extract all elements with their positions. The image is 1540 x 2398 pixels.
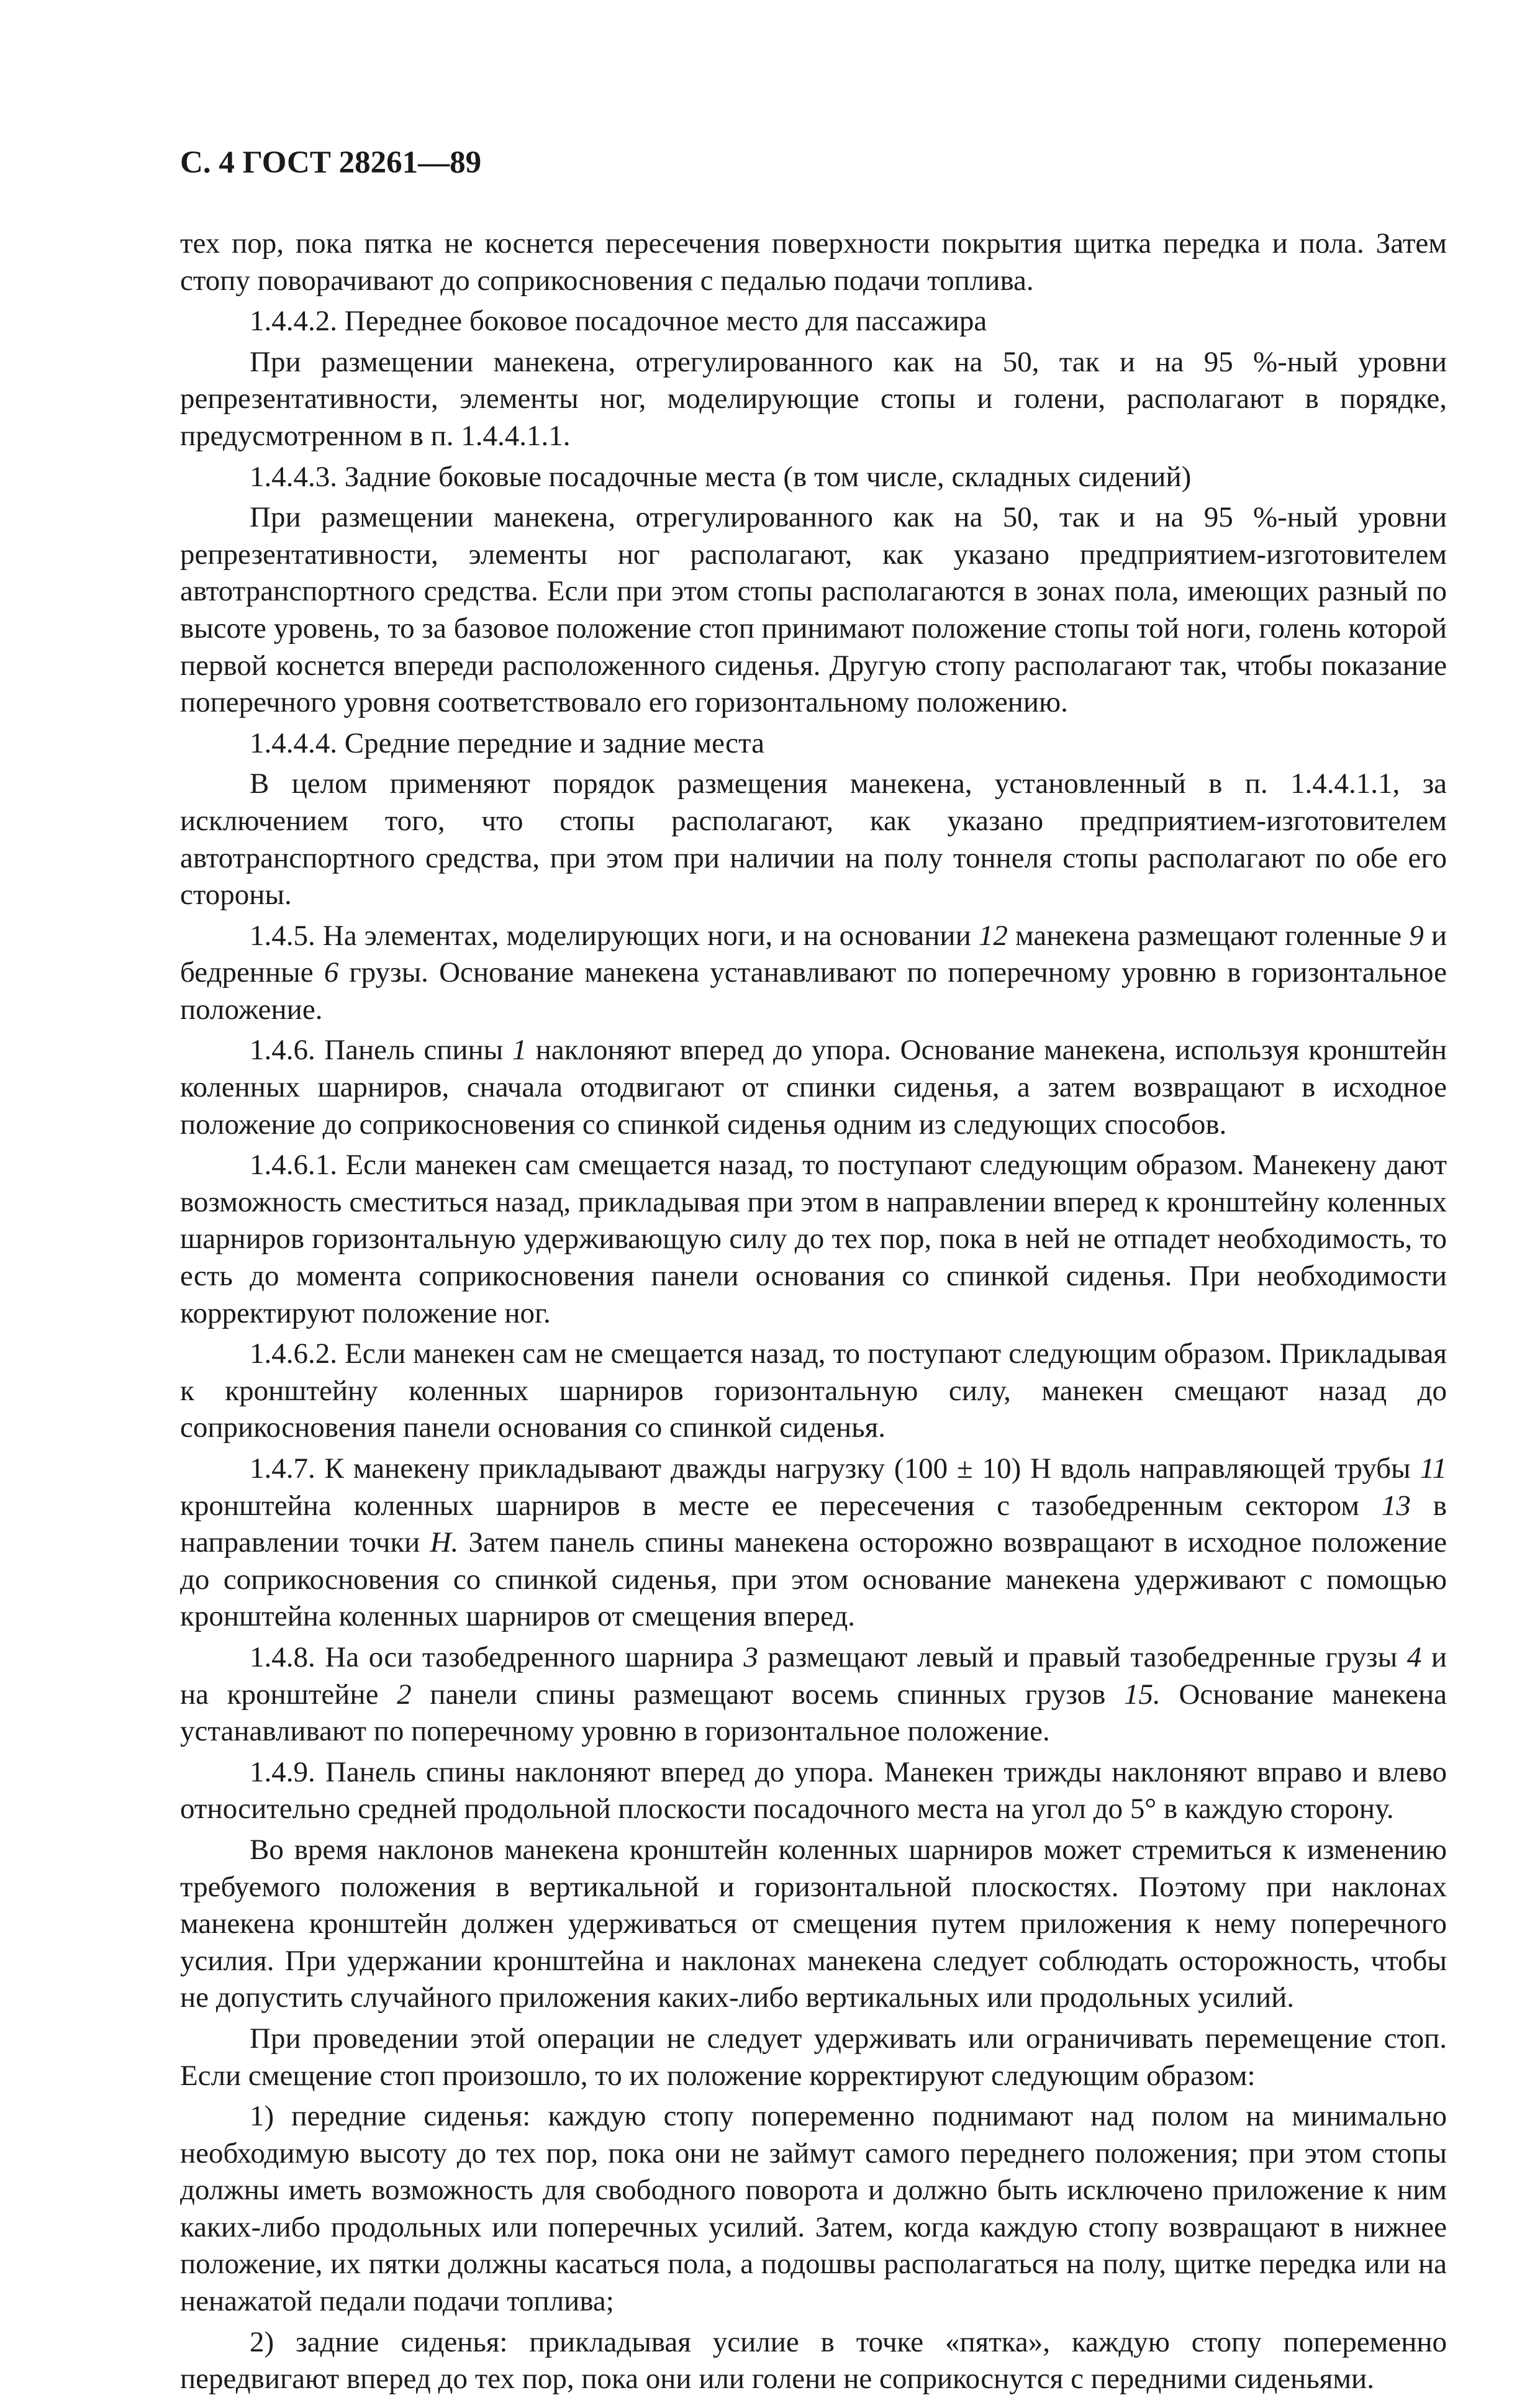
text-segment: 1.4.8. На оси тазобедренного шарнира: [250, 1640, 744, 1673]
document-body: [180, 225, 1447, 2398]
text-segment: в направлении точки: [180, 1489, 1447, 1559]
text-segment: Во время наклонов манекена кронштейн коленных шарниров может стремиться к изменению требуемого положения в вертикальной и горизонтальной плоскостях. Поэтому при наклонах манекена кронштейн должен удерживаться от смещения путем приложения к нему поперечного усилия. При удержании кронштейна и наклонах манекена следует соблюдать осторожность, чтобы не допустить случайного приложения каких-либо вертикальных или продольных усилий.: [180, 1833, 1447, 2014]
text-segment: тех пор, пока пятка не коснется пересечения поверхности покрытия щитка передка и пола. Затем стопу поворачивают до соприкосновения с педалью подачи топлива.: [180, 227, 1447, 297]
paragraph: [180, 1754, 1447, 1828]
italic-reference: 2: [397, 1678, 412, 1711]
text-segment: 2) задние сиденья: прикладывая усилие в точке «пятка», каждую стопу попеременно передвигают вперед до тех пор, пока они или голени не соприкоснутся с передними сиденьями.: [180, 2325, 1447, 2396]
text-segment: 1.4.5. На элементах, моделирующих ноги, и на основании: [250, 919, 979, 952]
text-segment: При проведении этой операции не следует удерживать или ограничивать перемещение стоп. Если смещение стоп произошло, то их положение корректируют следующим образом:: [180, 2022, 1447, 2092]
section-heading: [180, 725, 1447, 762]
text-segment: При размещении манекена, отрегулированного как на 50, так и на 95 %-ный уровни репрезентативности, элементы ног, моделирующие стопы и голени, располагают в порядке, предусмотренном в п. 1.4.4.1.1.: [180, 345, 1447, 452]
text-segment: грузы. Основание манекена устанавливают по поперечному уровню в горизонтальное положение.: [180, 956, 1447, 1026]
italic-reference: 15.: [1124, 1678, 1161, 1711]
text-segment: 1.4.4.3. Задние боковые посадочные места (в том числе, складных сидений): [250, 460, 1192, 493]
paragraph: [180, 1336, 1447, 1447]
paragraph: [180, 1639, 1447, 1750]
text-segment: 1.4.6.1. Если манекен сам смещается назад, то поступают следующим образом. Манекену дают возможность сместиться назад, прикладывая при этом в направлении вперед к кронштейну коленных шарниров горизонтальную удерживающую силу до тех пор, пока в ней не отпадет необходимость, то есть до момента соприкосновения панели основания со спинкой сиденья. При необходимости корректируют положение ног.: [180, 1149, 1447, 1329]
paragraph: [180, 2098, 1447, 2320]
paragraph: [180, 1832, 1447, 2017]
paragraph: [180, 2324, 1447, 2398]
section-heading: [180, 303, 1447, 340]
text-segment: и бедренные: [180, 919, 1447, 989]
paragraph: [180, 2020, 1447, 2094]
text-segment: наклоняют вперед до упора. Основание манекена, используя кронштейн коленных шарниров, сначала отодвигают от спинки сиденья, а затем возвращают в исходное положение до соприкосновения со спинкой сиденья одним из следующих способов.: [180, 1034, 1447, 1141]
italic-reference: 11: [1420, 1452, 1447, 1485]
paragraph: [180, 344, 1447, 455]
paragraph: [180, 225, 1447, 299]
text-segment: манекена размещают голенные: [1007, 919, 1410, 952]
text-segment: кронштейна коленных шарниров в месте ее пересечения с тазобедренным сектором: [180, 1489, 1382, 1522]
paragraph: [180, 918, 1447, 1029]
italic-reference: 3: [743, 1640, 758, 1673]
paragraph: [180, 1450, 1447, 1636]
paragraph: [180, 499, 1447, 722]
italic-reference: 13: [1381, 1489, 1411, 1522]
text-segment: При размещении манекена, отрегулированного как на 50, так и на 95 %-ный уровни репрезентативности, элементы ног располагают, как указано предприятием-изготовителем автотранспортного средства. Если при этом стопы располагаются в зонах пола, имеющих разный по высоте уровень, то за базовое положение стоп принимают положение стопы той ноги, голень которой первой коснется впереди расположенного сиденья. Другую стопу располагают так, чтобы показание поперечного уровня соответствовало его горизонтальному положению.: [180, 501, 1447, 719]
document-page: [180, 144, 1447, 2398]
text-segment: 1.4.6. Панель спины: [250, 1034, 512, 1067]
text-segment: В целом применяют порядок размещения манекена, установленный в п. 1.4.4.1.1, за исключением того, что стопы располагают, как указано предприятием-изготовителем автотранспортного средства, при этом при наличии на полу тоннеля стопы располагают по обе его стороны.: [180, 767, 1447, 912]
text-segment: Затем панель спины манекена осторожно возвращают в исходное положение до соприкосновения со спинкой сиденья, при этом основание манекена удерживают с помощью кронштейна коленных шарниров от смещения вперед.: [180, 1526, 1447, 1633]
page-header: С. 4 ГОСТ 28261—89: [180, 145, 482, 180]
paragraph: [180, 766, 1447, 913]
italic-reference: 1: [512, 1034, 527, 1067]
paragraph: [180, 1032, 1447, 1143]
text-segment: панели спины размещают восемь спинных грузов: [411, 1678, 1125, 1711]
italic-reference: 6: [324, 956, 339, 989]
text-segment: и на кронштейне: [180, 1640, 1447, 1711]
italic-reference: 12: [978, 919, 1008, 952]
italic-reference: 4: [1406, 1640, 1422, 1673]
text-segment: Основание манекена устанавливают по поперечному уровню в горизонтальное положение.: [180, 1678, 1447, 1748]
text-segment: 1.4.6.2. Если манекен сам не смещается назад, то поступают следующим образом. Прикладывая к кронштейну коленных шарниров горизонтальную силу, манекен смещают назад до соприкосновения панели основания со спинкой сиденья.: [180, 1337, 1447, 1444]
italic-reference: Н.: [430, 1526, 459, 1559]
italic-reference: 9: [1409, 919, 1424, 952]
text-segment: 1.4.4.2. Переднее боковое посадочное место для пассажира: [250, 305, 987, 338]
text-segment: размещают левый и правый тазобедренные грузы: [758, 1640, 1407, 1673]
paragraph: [180, 1147, 1447, 1332]
text-segment: 1.4.4.4. Средние передние и задние места: [250, 726, 765, 759]
text-segment: 1.4.7. К манекену прикладывают дважды нагрузку (100 ± 10) Н вдоль направляющей трубы: [250, 1452, 1420, 1485]
section-heading: [180, 459, 1447, 496]
text-segment: 1.4.9. Панель спины наклоняют вперед до упора. Манекен трижды наклоняют вправо и влево относительно средней продольной плоскости посадочного места на угол до 5° в каждую сторону.: [180, 1755, 1447, 1826]
text-segment: 1) передние сиденья: каждую стопу попеременно поднимают над полом на минимально необходимую высоту до тех пор, пока они не займут самого переднего положения; при этом стопы должны иметь возможность для свободного поворота и должно быть исключено приложение к ним каких-либо продольных или поперечных усилий. Затем, когда каждую стопу возвращают в нижнее положение, их пятки должны касаться пола, а подошвы располагаться на полу, щитке передка или на ненажатой педали подачи топлива;: [180, 2100, 1447, 2318]
